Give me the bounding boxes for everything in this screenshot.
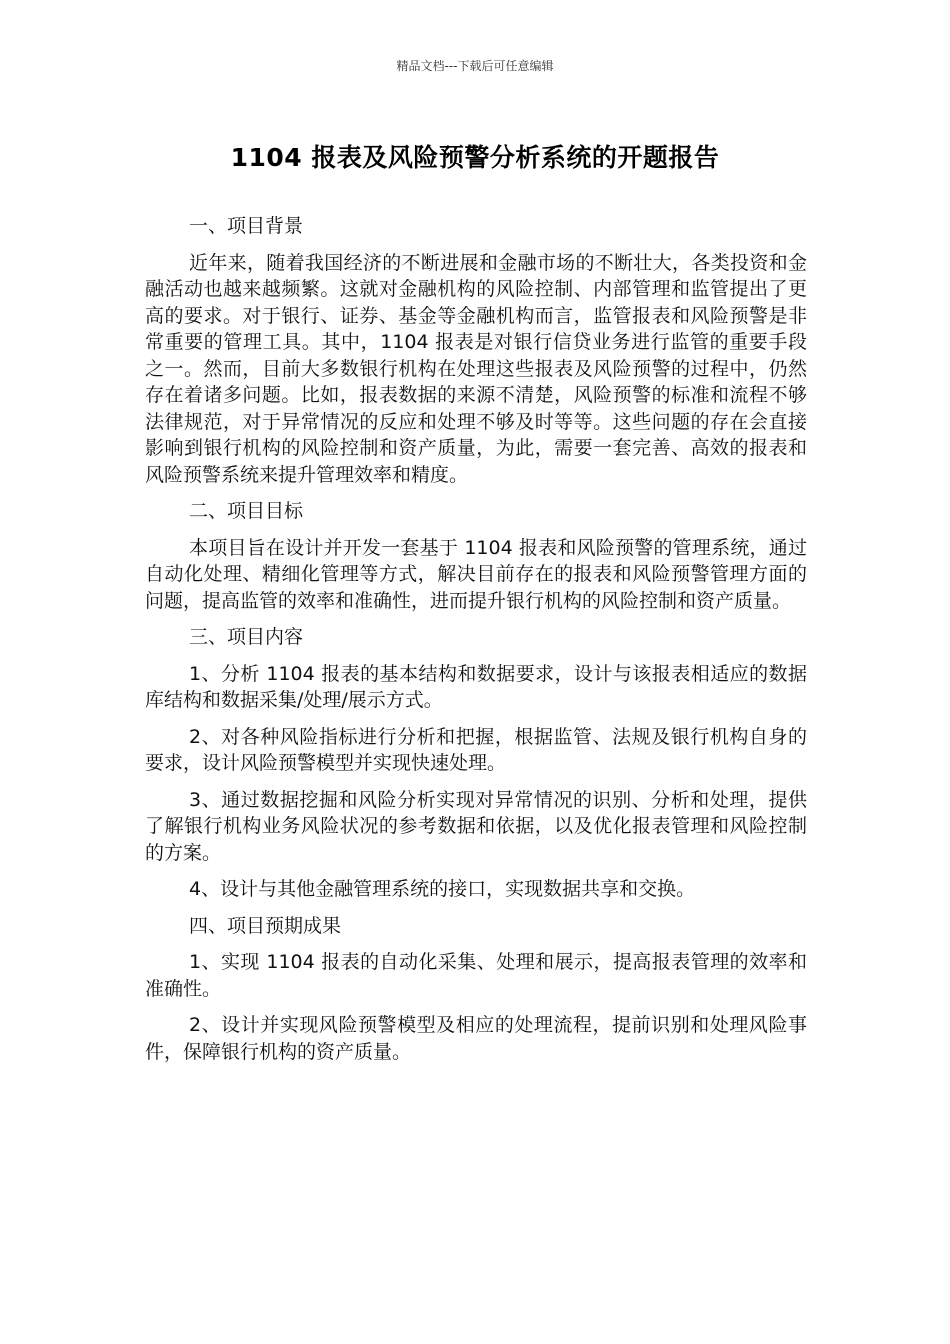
content-item-3: 3、通过数据挖掘和风险分析实现对异常情况的识别、分析和处理，提供了解银行机构业务风险状况的参考数据和依据，以及优化报表管理和风险控制的方案。: [145, 788, 807, 864]
outcome-item-1: 1、实现 1104 报表的自动化采集、处理和展示，提高报表管理的效率和准确性。: [145, 951, 807, 1000]
paragraph-background: 近年来，随着我国经济的不断进展和金融市场的不断壮大，各类投资和金融活动也越来越频繁。这就对金融机构的风险控制、内部管理和监管提出了更高的要求。对于银行、证券、基金等金融机构而言，监管报表和风险预警是非常重要的管理工具。其中，1104 报表是对银行信贷业务进行监管的重要手段之一。然而，目前大多数银行机构在处理这些报表及风险预警的过程中，仍然存在着诸多问题。比如，报表数据的来源不清楚，风险预警的标准和流程不够法律规范，对于异常情况的反应和处理不够及时等等。这些问题的存在会直接影响到银行机构的风险控制和资产质量，为此，需要一套完善、高效的报表和风险预警系统来提升管理效率和精度。: [145, 251, 807, 486]
outcome-item-2: 2、设计并实现风险预警模型及相应的处理流程，提前识别和处理风险事件，保障银行机构的资产质量。: [145, 1014, 807, 1063]
content-item-4: 4、设计与其他金融管理系统的接口，实现数据共享和交换。: [189, 878, 696, 900]
header-note: 精品文档---下载后可任意编辑: [396, 59, 554, 73]
section-heading-outcomes: 四、项目预期成果: [189, 914, 342, 937]
section-heading-content: 三、项目内容: [189, 626, 304, 648]
section-heading-goals: 二、项目目标: [189, 500, 304, 522]
document-body: [145, 213, 807, 1075]
paragraph-goals: 本项目旨在设计并开发一套基于 1104 报表和风险预警的管理系统，通过自动化处理、精细化管理等方式，解决目前存在的报表和风险预警管理方面的问题，提高监管的效率和准确性，进而提升银行机构的风险控制和资产质量。: [145, 536, 807, 612]
document-title: 1104 报表及风险预警分析系统的开题报告: [230, 143, 720, 172]
content-item-2: 2、对各种风险指标进行分析和把握，根据监管、法规及银行机构自身的要求，设计风险预警模型并实现快速处理。: [145, 725, 807, 774]
section-heading-background: 一、项目背景: [189, 215, 304, 237]
content-item-1: 1、分析 1104 报表的基本结构和数据要求，设计与该报表相适应的数据库结构和数据采集/处理/展示方式。: [145, 662, 807, 711]
